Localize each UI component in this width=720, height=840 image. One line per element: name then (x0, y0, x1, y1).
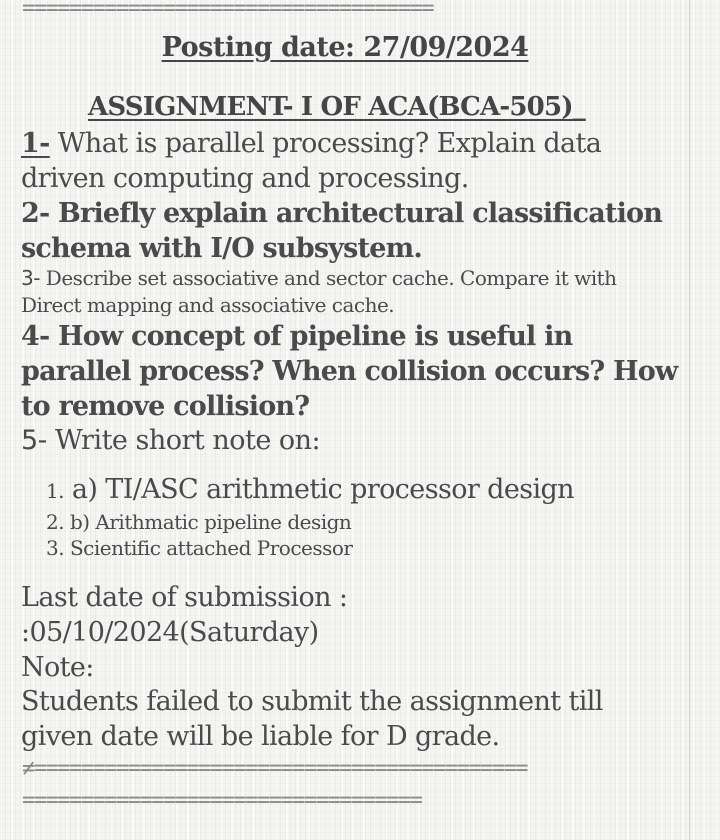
question-1-text: What is parallel processing? Explain data driven computing and processing. (21, 128, 602, 194)
note-text: Students failed to submit the assignment till given date will be liable for D grade. (21, 686, 603, 752)
question-2: 2- Briefly explain architectural classification schema with I/O subsystem. (21, 198, 663, 264)
bottom-separator-1: ≠========================================== (22, 756, 528, 781)
question-5 (21, 423, 681, 458)
note-label: Note: (21, 652, 94, 683)
list-item (46, 536, 352, 560)
posting-date: Posting date: 27/09/2024 (161, 32, 529, 63)
list-item-text: Scientific attached Processor (64, 536, 353, 560)
question-5-text: Write short note on: (46, 425, 321, 456)
list-item-index: 3. (46, 536, 65, 560)
list-item-index: 1. (46, 479, 64, 503)
page-edge-line (689, 0, 690, 840)
last-date-label: Last date of submission : (21, 582, 348, 613)
list-item-index: 2. (46, 510, 65, 534)
list-item (46, 474, 574, 505)
list-item-text: b) Arithmatic pipeline design (64, 510, 352, 534)
bottom-separator-2: ================================== (22, 788, 422, 813)
question-1 (21, 126, 681, 196)
list-item (46, 510, 351, 534)
question-3-text: Describe set associative and sector cache. Compare it with Direct mapping and associative cache. (21, 266, 617, 317)
assignment-title: ASSIGNMENT- I OF ACA(BCA-505)_ (88, 92, 585, 122)
question-1-number: 1- (21, 128, 50, 159)
question-3-number: 3- (21, 266, 40, 290)
question-5-number: 5- (21, 425, 47, 456)
last-date-value: :05/10/2024(Saturday) (21, 617, 319, 648)
list-item-text: a) TI/ASC arithmetic processor design (63, 474, 574, 505)
question-3 (21, 265, 681, 319)
top-separator: =================================== (22, 0, 434, 21)
question-4: 4- How concept of pipeline is useful in parallel process? When collision occurs? How to remove collision? (21, 321, 678, 422)
